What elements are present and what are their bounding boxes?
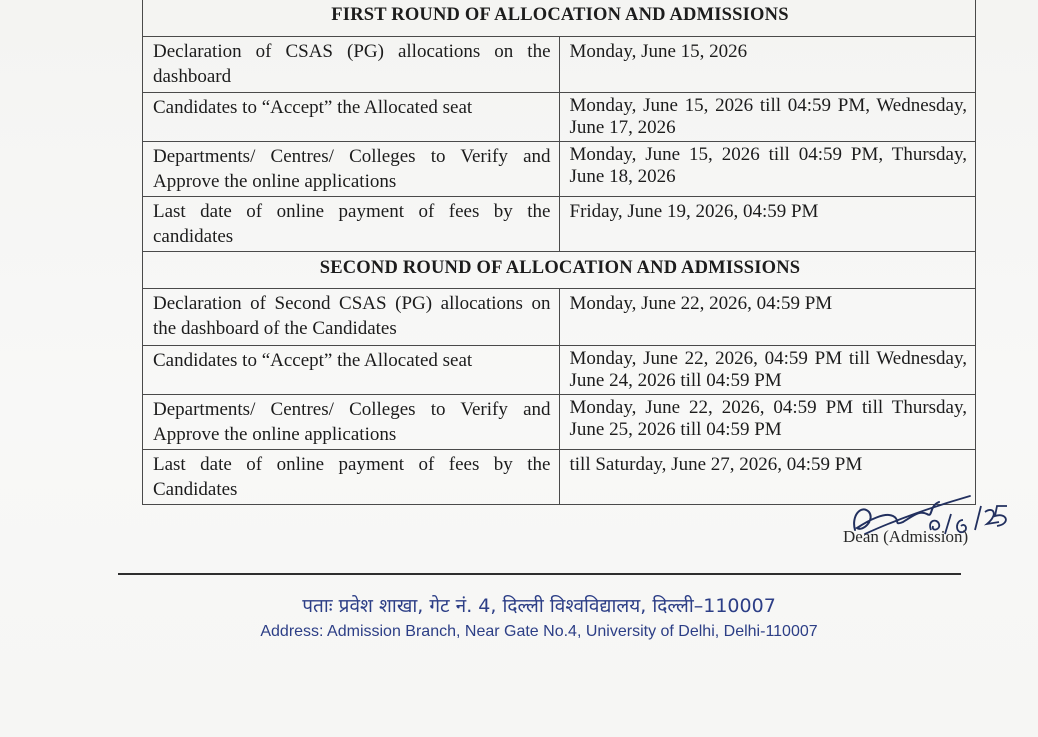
date-cell: Monday, June 22, 2026, 04:59 PM till Thursday, June 25, 2026 till 04:59 PM — [559, 395, 976, 450]
event-cell: Declaration of CSAS (PG) allocations on the dashboard — [143, 37, 560, 93]
date-cell: Monday, June 22, 2026, 04:59 PM — [559, 289, 976, 346]
event-cell: Last date of online payment of fees by the candidates — [143, 197, 560, 252]
footer-divider — [118, 573, 961, 575]
table-row — [143, 346, 976, 395]
table-row — [143, 395, 976, 450]
dean-admission-title: Dean (Admission) — [843, 527, 969, 546]
footer-address-hindi: पताः प्रवेश शाखा, गेट नं. 4, दिल्ली विश्वविद्यालय, दिल्ली–110007 — [302, 595, 776, 617]
table-row — [143, 289, 976, 346]
event-cell: Departments/ Centres/ Colleges to Verify and Approve the online applications — [143, 142, 560, 197]
first-round-heading: FIRST ROUND OF ALLOCATION AND ADMISSIONS — [143, 0, 976, 37]
table-row — [143, 93, 976, 142]
event-cell: Declaration of Second CSAS (PG) allocations on the dashboard of the Candidates — [143, 289, 560, 346]
table-row — [143, 197, 976, 252]
event-cell: Last date of online payment of fees by the Candidates — [143, 450, 560, 505]
second-round-heading: SECOND ROUND OF ALLOCATION AND ADMISSIONS — [143, 252, 976, 289]
date-cell: till Saturday, June 27, 2026, 04:59 PM — [559, 450, 976, 505]
date-cell: Monday, June 15, 2026 till 04:59 PM, Wednesday, June 17, 2026 — [559, 93, 976, 142]
footer-address-english: Address: Admission Branch, Near Gate No.4, University of Delhi, Delhi-110007 — [260, 623, 818, 640]
admission-schedule-table — [142, 0, 976, 505]
date-cell: Friday, June 19, 2026, 04:59 PM — [559, 197, 976, 252]
date-cell: Monday, June 15, 2026 — [559, 37, 976, 93]
section-header-second-round — [143, 252, 976, 289]
section-header-first-round — [143, 0, 976, 37]
event-cell: Candidates to “Accept” the Allocated seat — [143, 346, 560, 395]
date-cell: Monday, June 15, 2026 till 04:59 PM, Thursday, June 18, 2026 — [559, 142, 976, 197]
table-row — [143, 37, 976, 93]
date-cell: Monday, June 22, 2026, 04:59 PM till Wednesday, June 24, 2026 till 04:59 PM — [559, 346, 976, 395]
event-cell: Departments/ Centres/ Colleges to Verify and Approve the online applications — [143, 395, 560, 450]
table-row — [143, 142, 976, 197]
event-cell: Candidates to “Accept” the Allocated seat — [143, 93, 560, 142]
